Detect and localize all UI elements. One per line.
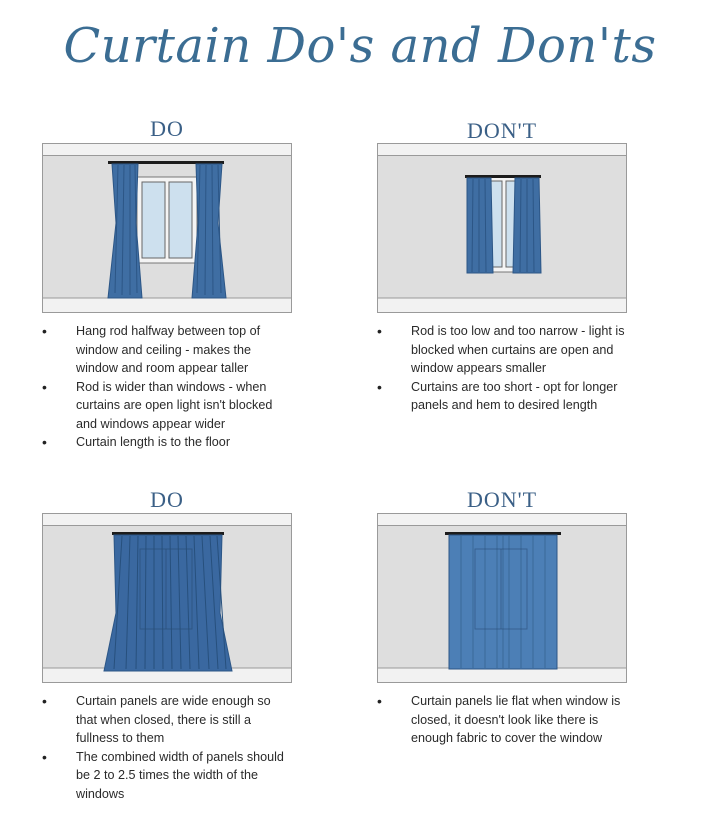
list-item: • Curtains are too short - opt for longer panels and hem to desired length: [377, 378, 627, 415]
illustration-dont-open-curtains: [377, 143, 627, 313]
section-heading-do-open: DO: [150, 116, 184, 141]
notes-list-do-open: [42, 322, 292, 452]
notes-list-dont-open: [377, 322, 627, 415]
section-heading-dont-closed: DON'T: [466, 487, 538, 512]
list-item: • The combined width of panels should be 2 to 2.5 times the width of the windows: [42, 748, 292, 804]
page-title: Curtain Do's and Don'ts: [63, 18, 657, 74]
illustration-dont-closed-curtains: [377, 513, 627, 683]
list-item: • Hang rod halfway between top of window and ceiling - makes the window and room appear taller: [42, 322, 292, 378]
list-item: • Curtain length is to the floor: [42, 433, 292, 452]
illustration-do-open-curtains: [42, 143, 292, 313]
list-item: • Curtain panels lie flat when window is closed, it doesn't look like there is enough fabric to cover the window: [377, 692, 627, 748]
notes-list-do-closed: [42, 692, 292, 803]
list-item: • Curtain panels are wide enough so that when closed, there is still a fullness to them: [42, 692, 292, 748]
list-item: • Rod is wider than windows - when curtains are open light isn't blocked and windows appear wider: [42, 378, 292, 434]
section-heading-do-closed: DO: [150, 487, 184, 512]
list-item: • Rod is too low and too narrow - light is blocked when curtains are open and window appears smaller: [377, 322, 627, 378]
section-heading-dont-open: DON'T: [466, 118, 538, 143]
notes-list-dont-closed: [377, 692, 627, 748]
illustration-do-closed-curtains: [42, 513, 292, 683]
